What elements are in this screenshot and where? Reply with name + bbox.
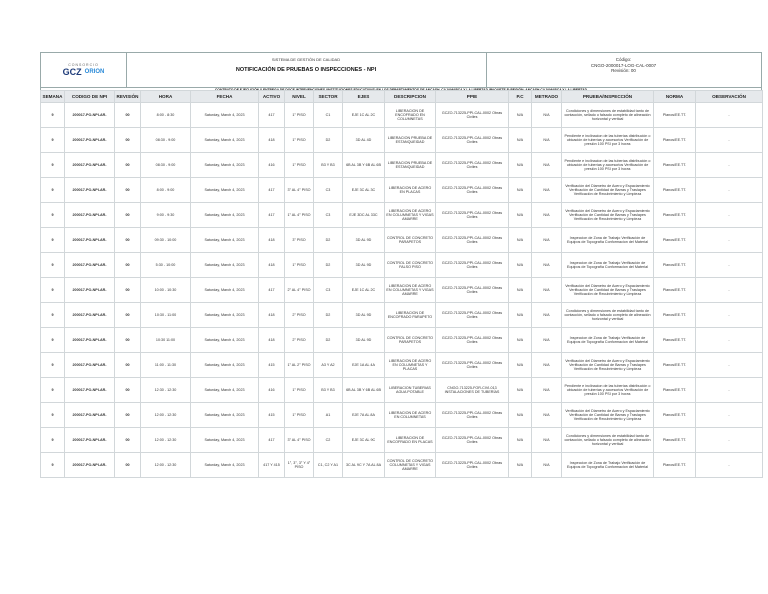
sector-cell: D2 [314, 228, 343, 253]
ppie-cell: GCZO-713225-PPI-CAL-0002 Obras Civiles [436, 328, 509, 353]
axes-cell: EJE 3C AL 9C [343, 428, 385, 453]
column-header: ACTIVO [259, 91, 285, 103]
date-cell: Saturday, March 4, 2023 [191, 378, 259, 403]
pc-cell: N/A [509, 203, 532, 228]
revision-cell: 00 [115, 403, 141, 428]
axes-cell: 3D AL 9D [343, 253, 385, 278]
level-cell: 1° PISO [285, 253, 314, 278]
observation-cell: - [696, 453, 763, 478]
pc-cell: N/A [509, 453, 532, 478]
description-cell: LIBERACION PRUEBA DE ESTANQUEIDAD [385, 153, 436, 178]
level-cell: 1° PISO [285, 153, 314, 178]
week-cell: 9 [41, 353, 65, 378]
description-cell: LIBERACION DE ENCOFRADO PARAPETO [385, 303, 436, 328]
sector-cell: C3 [314, 278, 343, 303]
description-cell: CONTROL DE CONCRETO PARAPETOS [385, 328, 436, 353]
logo-orion-text: ORION [84, 69, 105, 75]
revision-cell: 00 [115, 153, 141, 178]
table-row [41, 228, 763, 253]
column-header: P.C [509, 91, 532, 103]
axes-cell: 3C AL 9C Y 7A AL 8A [343, 453, 385, 478]
npi-code-cell: 200017-PO-NPI-AR- [65, 253, 115, 278]
pc-cell: N/A [509, 278, 532, 303]
norm-cell: Planos/EE.TT. [654, 303, 696, 328]
test-cell: Verificación del Diametro de Acero y Espaciamiento Verificación de Cantidad de Barras y Traslapes Verificación de Recubrimiento y Limpieza [562, 178, 654, 203]
table-row [41, 378, 763, 403]
sector-cell: C3 [314, 203, 343, 228]
sector-cell: C1 [314, 103, 343, 128]
pc-cell: N/A [509, 303, 532, 328]
norm-cell: Planos/EE.TT. [654, 453, 696, 478]
sector-cell: D2 [314, 303, 343, 328]
observation-cell: - [696, 178, 763, 203]
sector-cell: D2 [314, 128, 343, 153]
revision-label: Revisión: 00 [611, 68, 636, 73]
metrado-cell: N/A [532, 203, 562, 228]
column-header: SEMANA [41, 91, 65, 103]
npi-code-cell: 200017-PO-NPI-AR- [65, 228, 115, 253]
axes-cell: EJE 1C AL 2C [343, 103, 385, 128]
column-header: NIVEL [285, 91, 314, 103]
table-row [41, 403, 763, 428]
asset-cell: 417 Y 415 [259, 453, 285, 478]
week-cell: 9 [41, 153, 65, 178]
description-cell: CONTROL DE CONCRETO FALSO PISO [385, 253, 436, 278]
test-cell: Pendiente e inclinacion de las tuberías distribución o ubicación de tuberías y accesorios Verificación de presión 100 PSI por 3 horas [562, 153, 654, 178]
level-cell: 1° PISO [285, 103, 314, 128]
ppie-cell: GCZO-713225-PPI-CAL-0002 Obras Civiles [436, 128, 509, 153]
asset-cell: 417 [259, 428, 285, 453]
asset-cell: 418 [259, 328, 285, 353]
column-header: PPIE [436, 91, 509, 103]
column-header: EJES [343, 91, 385, 103]
column-header: DESCRIPCION [385, 91, 436, 103]
table-row [41, 278, 763, 303]
metrado-cell: N/A [532, 278, 562, 303]
asset-cell: 417 [259, 203, 285, 228]
observation-cell: - [696, 328, 763, 353]
test-cell: Verificación del Diametro de Acero y Espaciamiento Verificación de Cantidad de Barras y Traslapes Verificación de Recubrimiento y Limpieza [562, 353, 654, 378]
observation-cell: - [696, 253, 763, 278]
date-cell: Saturday, March 4, 2023 [191, 453, 259, 478]
metrado-cell: N/A [532, 403, 562, 428]
observation-cell: - [696, 203, 763, 228]
observation-cell: - [696, 378, 763, 403]
time-cell: 08:30 - 9:00 [141, 128, 191, 153]
column-header: CODIGO DE NPI [65, 91, 115, 103]
week-cell: 9 [41, 378, 65, 403]
week-cell: 9 [41, 253, 65, 278]
time-cell: 10:30 - 11:00 [141, 303, 191, 328]
time-cell: 8:00 - 9:00 [141, 178, 191, 203]
level-cell: 1° PISO [285, 128, 314, 153]
revision-cell: 00 [115, 128, 141, 153]
table-row [41, 453, 763, 478]
week-cell: 9 [41, 403, 65, 428]
date-cell: Saturday, March 4, 2023 [191, 403, 259, 428]
level-cell: 3° PISO [285, 228, 314, 253]
pc-cell: N/A [509, 128, 532, 153]
description-cell: LIBERACION DE ENCOFRADO EN PLACAS [385, 428, 436, 453]
table-body [41, 103, 763, 478]
axes-cell: 3D AL 9D [343, 228, 385, 253]
table-row [41, 303, 763, 328]
asset-cell: 418 [259, 128, 285, 153]
description-cell: LIBERACION DE ACERO EN COLUMNETAS Y VIGAS AMARRE [385, 278, 436, 303]
test-cell: Inspeccion de Zona de Trabajo Verificación de Equipos de Topografía Conformacion del Material [562, 453, 654, 478]
table-row [41, 203, 763, 228]
revision-cell: 00 [115, 103, 141, 128]
table-row [41, 428, 763, 453]
level-cell: 3° AL 4° PISO [285, 428, 314, 453]
revision-cell: 00 [115, 178, 141, 203]
column-header: OBSERVACIÓN [696, 91, 763, 103]
time-cell: 12:00 - 12:30 [141, 453, 191, 478]
sector-cell: B3 Y B3 [314, 378, 343, 403]
table-row [41, 253, 763, 278]
revision-cell: 00 [115, 328, 141, 353]
pc-cell: N/A [509, 428, 532, 453]
ppie-cell: GCZO-713225-PPI-CAL-0002 Obras Civiles [436, 453, 509, 478]
table-row [41, 103, 763, 128]
asset-cell: 418 [259, 253, 285, 278]
pc-cell: N/A [509, 178, 532, 203]
time-cell: 09:30 - 10:00 [141, 228, 191, 253]
date-cell: Saturday, March 4, 2023 [191, 278, 259, 303]
npi-code-cell: 200017-PO-NPI-AR- [65, 378, 115, 403]
revision-cell: 00 [115, 228, 141, 253]
description-cell: LIBERACION DE ACERO EN COLUMNETAS [385, 403, 436, 428]
metrado-cell: N/A [532, 353, 562, 378]
date-cell: Saturday, March 4, 2023 [191, 303, 259, 328]
table-row [41, 153, 763, 178]
ppie-cell: CNGO-713225-FOR-CIVI-013 INSTALACIONES DE TUBERÍAS [436, 378, 509, 403]
code-value: CNGO-2000017-LOG-CAL-0007 [590, 62, 657, 68]
date-cell: Saturday, March 4, 2023 [191, 253, 259, 278]
date-cell: Saturday, March 4, 2023 [191, 178, 259, 203]
metrado-cell: N/A [532, 428, 562, 453]
level-cell: 2° PISO [285, 303, 314, 328]
ppie-cell: GCZO-713225-PPI-CAL-0002 Obras Civiles [436, 153, 509, 178]
revision-cell: 00 [115, 353, 141, 378]
metrado-cell: N/A [532, 103, 562, 128]
test-cell: Pendiente e inclinacion de las tuberías distribución o ubicación de tuberías y accesorios Verificación de presión 100 PSI por 3 horas [562, 128, 654, 153]
table-row [41, 128, 763, 153]
level-cell: 1° PISO [285, 403, 314, 428]
sector-cell: C1, C2 Y A1 [314, 453, 343, 478]
ppie-cell: GCZO-713225-PPI-CAL-0002 Obras Civiles [436, 278, 509, 303]
date-cell: Saturday, March 4, 2023 [191, 428, 259, 453]
revision-cell: 00 [115, 278, 141, 303]
ppie-cell: GCZO-713225-PPI-CAL-0002 Obras Civiles [436, 303, 509, 328]
pc-cell: N/A [509, 353, 532, 378]
column-header: REVISIÓN [115, 91, 141, 103]
pc-cell: N/A [509, 103, 532, 128]
week-cell: 9 [41, 178, 65, 203]
npi-code-cell[interactable]: 200017-PO-NPI-AR- [65, 353, 115, 378]
test-cell: Condiciones y dimensiones de estabilidad tanto de contacción, sellado o falsado completo de alineación horizontal y vertical [562, 103, 654, 128]
asset-cell: 418 [259, 228, 285, 253]
level-cell: 1° AL 2° PISO [285, 353, 314, 378]
axes-cell: EJE 3C AL 3C [343, 178, 385, 203]
observation-cell: - [696, 103, 763, 128]
revision-cell: 00 [115, 303, 141, 328]
npi-code-cell: 200017-PO-NPI-AR- [65, 128, 115, 153]
norm-cell: Planos/EE.TT. [654, 153, 696, 178]
norm-cell: Planos/EE.TT. [654, 228, 696, 253]
table-row [41, 178, 763, 203]
week-cell: 9 [41, 228, 65, 253]
axes-cell: 6B AL 3B Y 6B AL 6B [343, 378, 385, 403]
ppie-cell: GCZO-713225-PPI-CAL-0002 Obras Civiles [436, 203, 509, 228]
norm-cell: Planos/EE.TT. [654, 403, 696, 428]
description-cell: LIBERACION DE ACERO EN COLUMNETAS Y VIGAS AMARRE [385, 203, 436, 228]
axes-cell: 3D AL 4D [343, 128, 385, 153]
level-cell: 1°, 3°, 3° Y 4° PISO [285, 453, 314, 478]
logo-gcz-text: GCZ [62, 67, 82, 77]
level-cell: 1° PISO [285, 378, 314, 403]
axes-cell: 3D AL 9D [343, 328, 385, 353]
column-header: HORA [141, 91, 191, 103]
npi-code-cell[interactable]: 200017-PO-NPI-AR- [65, 403, 115, 428]
description-cell: LIBERACION DE ENCOFRADO EN COLUMNETAS [385, 103, 436, 128]
level-cell: 3° AL 4° PISO [285, 178, 314, 203]
week-cell: 9 [41, 128, 65, 153]
time-cell: 12:00 - 12:30 [141, 403, 191, 428]
time-cell: 5:30 - 10:00 [141, 253, 191, 278]
time-cell: 8:00 - 8:30 [141, 103, 191, 128]
code-label: Código: [615, 57, 632, 62]
pc-cell: N/A [509, 253, 532, 278]
test-cell: Verificación del Diametro de Acero y Espaciamiento Verificación de Cantidad de Barras y Traslapes Verificación de Recubrimiento y Limpieza [562, 278, 654, 303]
norm-cell: Planos/EE.TT. [654, 278, 696, 303]
npi-code-cell[interactable]: 200017-PO-NPI-AR- [65, 178, 115, 203]
observation-cell: - [696, 228, 763, 253]
header-title-block [126, 53, 487, 87]
table-header-row [41, 91, 763, 103]
revision-cell: 00 [115, 203, 141, 228]
time-cell: 12:30 - 12:30 [141, 378, 191, 403]
metrado-cell: N/A [532, 453, 562, 478]
pc-cell: N/A [509, 403, 532, 428]
revision-cell: 00 [115, 428, 141, 453]
description-cell: CONTROL DE CONCRETO PARAPETOS [385, 228, 436, 253]
axes-cell: 3D AL 9D [343, 303, 385, 328]
pc-cell: N/A [509, 328, 532, 353]
revision-cell: 00 [115, 253, 141, 278]
npi-code-cell: 200017-PO-NPI-AR- [65, 153, 115, 178]
level-cell: 2° PISO [285, 328, 314, 353]
sector-cell: A1 [314, 403, 343, 428]
observation-cell: - [696, 428, 763, 453]
description-cell: LIBERACION DE ACERO EN COLUMNETAS Y PLACAS [385, 353, 436, 378]
norm-cell: Planos/EE.TT. [654, 328, 696, 353]
sector-cell: C2 [314, 428, 343, 453]
metrado-cell: N/A [532, 253, 562, 278]
description-cell: CONTROL DE CONCRETO COLUMNETAS Y VIGAS AMARRE [385, 453, 436, 478]
observation-cell: - [696, 278, 763, 303]
test-cell: Verificación del Diametro de Acero y Espaciamiento Verificación de Cantidad de Barras y Traslapes Verificación de Recubrimiento y Limpieza [562, 203, 654, 228]
asset-cell: 418 [259, 303, 285, 328]
ppie-cell: GCZO-713225-PPI-CAL-0002 Obras Civiles [436, 103, 509, 128]
npi-code-cell[interactable]: 200017-PO-NPI-AR- [65, 203, 115, 228]
column-header: PRUEBA/INSPECCIÓN [562, 91, 654, 103]
date-cell: Saturday, March 4, 2023 [191, 103, 259, 128]
npi-code-cell[interactable]: 200017-PO-NPI-AR- [65, 453, 115, 478]
column-header: FECHA [191, 91, 259, 103]
column-header: SECTOR [314, 91, 343, 103]
test-cell: Condiciones y dimensiones de estabilidad tanto de contacción, sellado o falsado completo de alineación horizontal y vertical [562, 303, 654, 328]
ppie-cell: GCZO-713225-PPI-CAL-0002 Obras Civiles [436, 178, 509, 203]
asset-cell: 417 [259, 178, 285, 203]
week-cell: 9 [41, 428, 65, 453]
npi-code-cell[interactable]: 200017-PO-NPI-AR- [65, 278, 115, 303]
sector-cell: B3 Y B3 [314, 153, 343, 178]
norm-cell: Planos/EE.TT. [654, 178, 696, 203]
time-cell: 10:30 11:00 [141, 328, 191, 353]
norm-cell: Planos/EE.TT. [654, 428, 696, 453]
axes-cell: 6B AL 3B Y 6B AL 6B [343, 153, 385, 178]
date-cell: Saturday, March 4, 2023 [191, 203, 259, 228]
norm-cell: Planos/EE.TT. [654, 353, 696, 378]
observation-cell: - [696, 353, 763, 378]
norm-cell: Planos/EE.TT. [654, 128, 696, 153]
week-cell: 9 [41, 303, 65, 328]
test-cell: Condiciones y dimensiones de estabilidad tanto de contacción, sellado o falsado completo de alineación horizontal y vertical [562, 428, 654, 453]
observation-cell: - [696, 403, 763, 428]
time-cell: 11:00 - 11:30 [141, 353, 191, 378]
week-cell: 9 [41, 278, 65, 303]
npi-code-cell[interactable]: 200017-PO-NPI-AR- [65, 428, 115, 453]
logo-consorcio-text: CONSORCIO [68, 63, 99, 67]
test-cell: Pendiente e inclinacion de las tuberías distribución o ubicación de tuberías y accesorios Verificación de presión 100 PSI por 3 horas [562, 378, 654, 403]
sector-cell: C3 [314, 178, 343, 203]
revision-cell: 00 [115, 453, 141, 478]
document-header [40, 52, 762, 88]
asset-cell: 416 [259, 153, 285, 178]
pc-cell: N/A [509, 228, 532, 253]
date-cell: Saturday, March 4, 2023 [191, 353, 259, 378]
revision-cell: 00 [115, 378, 141, 403]
npi-code-cell[interactable]: 200017-PO-NPI-AR- [65, 103, 115, 128]
axes-cell: EJE 7A AL 8A [343, 403, 385, 428]
ppie-cell: GCZO-713225-PPI-CAL-0002 Obras Civiles [436, 353, 509, 378]
observation-cell: - [696, 303, 763, 328]
test-cell: Inspeccion de Zona de Trabajo Verificación de Equipos de Topografía Conformacion del Material [562, 228, 654, 253]
description-cell: LIBERACION PRUEBA DE ESTANQUEIDAD [385, 128, 436, 153]
axes-cell: EJE 1A AL 4A [343, 353, 385, 378]
norm-cell: Planos/EE.TT. [654, 203, 696, 228]
date-cell: Saturday, March 4, 2023 [191, 328, 259, 353]
norm-cell: Planos/EE.TT. [654, 253, 696, 278]
npi-code-cell: 200017-PO-NPI-AR- [65, 328, 115, 353]
metrado-cell: N/A [532, 128, 562, 153]
date-cell: Saturday, March 4, 2023 [191, 153, 259, 178]
npi-code-cell: 200017-PO-NPI-AR- [65, 303, 115, 328]
test-cell: Verificación del Diametro de Acero y Espaciamiento Verificación de Cantidad de Barras y Traslapes Verificación de Recubrimiento y Limpieza [562, 403, 654, 428]
pc-cell: N/A [509, 378, 532, 403]
week-cell: 9 [41, 453, 65, 478]
asset-cell: 417 [259, 103, 285, 128]
date-cell: Saturday, March 4, 2023 [191, 128, 259, 153]
description-cell: LIBERACION TUBERIAS AGUA POTABLE [385, 378, 436, 403]
observation-cell: - [696, 153, 763, 178]
system-title: SISTEMA DE GESTIÓN DE CALIDAD [271, 57, 341, 62]
axes-cell: EJE 1C AL 2C [343, 278, 385, 303]
asset-cell: 416 [259, 378, 285, 403]
week-cell: 9 [41, 103, 65, 128]
time-cell: 08:30 - 9:00 [141, 153, 191, 178]
norm-cell: Planos/EE.TT. [654, 103, 696, 128]
description-cell: LIBERACION DE ACERO EN PLACAS [385, 178, 436, 203]
metrado-cell: N/A [532, 228, 562, 253]
asset-cell: 417 [259, 278, 285, 303]
sector-cell: D2 [314, 328, 343, 353]
npi-table [40, 90, 763, 478]
table-row [41, 328, 763, 353]
header-code-block [486, 53, 761, 87]
week-cell: 9 [41, 203, 65, 228]
document-title: NOTIFICACIÓN DE PRUEBAS O INSPECCIONES - NPI [235, 67, 377, 73]
ppie-cell: GCZO-713225-PPI-CAL-0002 Obras Civiles [436, 428, 509, 453]
table-row [41, 353, 763, 378]
axes-cell: EJE 3DC AL 33C [343, 203, 385, 228]
asset-cell: 415 [259, 403, 285, 428]
asset-cell: 415 [259, 353, 285, 378]
ppie-cell: GCZO-713225-PPI-CAL-0002 Obras Civiles [436, 403, 509, 428]
pc-cell: N/A [509, 153, 532, 178]
time-cell: 9:00 - 9:30 [141, 203, 191, 228]
metrado-cell: N/A [532, 328, 562, 353]
column-header: NORMA [654, 91, 696, 103]
week-cell: 9 [41, 328, 65, 353]
ppie-cell: GCZO-713225-PPI-CAL-0002 Obras Civiles [436, 228, 509, 253]
metrado-cell: N/A [532, 178, 562, 203]
company-logo [41, 53, 127, 87]
metrado-cell: N/A [532, 303, 562, 328]
time-cell: 12:00 - 12:30 [141, 428, 191, 453]
sector-cell: D2 [314, 253, 343, 278]
column-header: METRADO [532, 91, 562, 103]
test-cell: Inspeccion de Zona de Trabajo Verificación de Equipos de Topografía Conformacion del Material [562, 253, 654, 278]
norm-cell: Planos/EE.TT. [654, 378, 696, 403]
level-cell: 2° AL 4° PISO [285, 278, 314, 303]
date-cell: Saturday, March 4, 2023 [191, 228, 259, 253]
observation-cell: - [696, 128, 763, 153]
metrado-cell: N/A [532, 153, 562, 178]
sector-cell: A3 Y A2 [314, 353, 343, 378]
time-cell: 10:00 - 10:30 [141, 278, 191, 303]
metrado-cell: N/A [532, 378, 562, 403]
test-cell: Inspeccion de Zona de Trabajo Verificación de Equipos de Topografía Conformacion del Material [562, 328, 654, 353]
level-cell: 1° AL 4° PISO [285, 203, 314, 228]
ppie-cell: GCZO-713225-PPI-CAL-0002 Obras Civiles [436, 253, 509, 278]
